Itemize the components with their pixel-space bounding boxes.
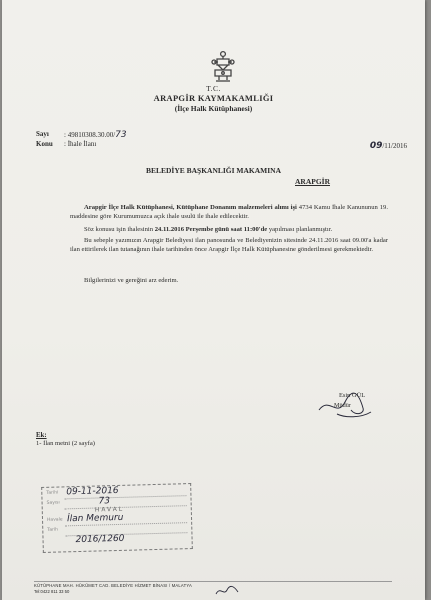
stamp-row-date: Tarihi 09-11-2016: [46, 485, 186, 501]
p2-b: yapılması planlanmıştır.: [267, 226, 333, 233]
header-tc: T.C.: [206, 84, 221, 93]
body-paragraph-3: Bu sebeple yazımızın Arapgir Belediyesi ilan panosunda ve Belediyenizin sitesinde 24.11.2016 saat 09.00'a kadar ilan ettirilerek ilan tutanağının ihale tarihinden önce Arapgir İlçe Halk Kütüphanesine gönderilmesi gerekmektedir.: [70, 237, 388, 253]
addressee-line2: ARAPGİR: [295, 177, 330, 186]
stamp-row-file: 2016/1260: [75, 533, 125, 546]
sayi-handwritten: 73: [115, 130, 127, 140]
attachment-item-1: 1- İlan metni (2 sayfa): [36, 440, 95, 447]
sayi-label: Sayı: [36, 130, 49, 138]
footer-phone: Tel:0422 811 33 50: [34, 589, 70, 594]
attachments-label: Ek:: [36, 432, 47, 439]
stamp-row-referral: Havale İlan Memuru: [47, 512, 187, 528]
header-office: ARAPGİR KAYMAKAMLIĞI: [153, 93, 274, 103]
p1-rest: 4734 Kamu İhale Kanununun 19. maddesine göre Kurumumuzca açık ihale usulü ile ihale edilecektir.: [70, 204, 388, 220]
body-paragraph-4: Bilgilerinizi ve gereğini arz ederim.: [84, 277, 179, 284]
sayi-number: : 49810308.30.00/: [64, 131, 116, 139]
addressee-line1: BELEDİYE BAŞKANLIĞI MAKAMINA: [145, 166, 282, 175]
signatory-name: Esin GÜL: [339, 392, 366, 399]
document-date: [370, 141, 407, 151]
p2-a: Söz konusu işin ihalesinin: [84, 226, 155, 233]
date-printed: /11/2016: [382, 142, 407, 150]
konu-label: Konu: [36, 140, 53, 148]
paraph-scribble-icon: [214, 584, 240, 598]
signatory-title: Müdür: [334, 402, 351, 409]
stamp-row-heading: HAVAL: [94, 505, 125, 514]
stamp-row-tarih: Tarih: [47, 522, 187, 538]
date-handwritten: 09: [369, 141, 383, 151]
footer-address: KÜTÜPHANE MAH. HÜKÜMET CAD. BELEDİYE HİZMET BİNASI / MALATYA: [34, 583, 193, 588]
kaymakamlik-emblem-icon: [209, 50, 237, 84]
document-page: [2, 0, 425, 600]
p2-bold: 24.11.2016 Perşembe günü saat 11:00'de: [154, 226, 268, 233]
stamp-row-number: Sayısı 73: [46, 495, 186, 511]
konu-value: : İhale İlanı: [64, 140, 97, 148]
registry-stamp: [41, 483, 193, 553]
body-paragraph-2: [70, 225, 388, 234]
p1-bold: Arapgir İlçe Halk Kütüphanesi, Kütüphane Donanım malzemeleri alımı işi: [84, 204, 297, 211]
body-paragraph-1: [70, 203, 388, 221]
sayi-value: [64, 130, 127, 140]
footer-divider: [34, 581, 392, 582]
header-unit: (İlçe Halk Kütüphanesi): [174, 104, 253, 113]
